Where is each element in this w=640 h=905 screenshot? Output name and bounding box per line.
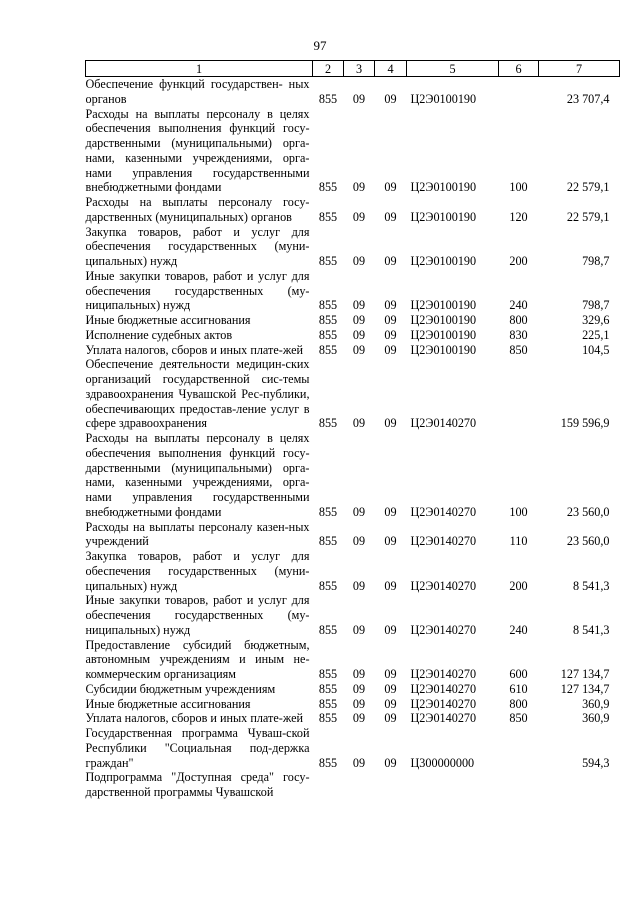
row-section-code: 09: [352, 667, 366, 681]
header-col-1: 1: [86, 61, 313, 77]
row-name: Подпрограмма "Доступная среда" госу-дарственной программы Чувашской: [85, 770, 310, 799]
row-amount: 159 596,9: [560, 416, 610, 431]
row-expense-type: [499, 77, 539, 107]
row-name: Уплата налогов, сборов и иных плате-жей: [85, 342, 304, 357]
row-ministry-code: 855: [318, 313, 338, 327]
table-row: [86, 313, 620, 328]
table-row: [86, 697, 620, 712]
row-section-code: 09: [352, 504, 366, 519]
row-subsection-code: 09: [384, 298, 397, 313]
row-ministry-code: 855: [318, 342, 338, 357]
header-row: [86, 61, 620, 77]
row-target-code: Ц2Э0100190: [410, 298, 477, 313]
row-subsection-code: 09: [384, 711, 397, 726]
header-col-6: 6: [499, 61, 539, 77]
row-subsection-code: 09: [384, 622, 397, 637]
table-row: [86, 225, 620, 269]
row-amount: 8 541,3: [572, 622, 610, 637]
header-col-3: 3: [344, 61, 375, 77]
row-target-code: Ц2Э0100190: [410, 209, 477, 224]
row-subsection-code: 09: [384, 91, 397, 106]
row-expense-type: 850: [509, 342, 528, 357]
row-subsection-code: 09: [384, 578, 397, 593]
row-name: Субсидии бюджетным учреждениям: [85, 681, 276, 696]
row-target-code: Ц2Э0100190: [410, 91, 477, 106]
table-row: [86, 638, 620, 682]
row-amount: 104,5: [582, 342, 610, 357]
table-row: [86, 520, 620, 550]
row-amount: 22 579,1: [566, 180, 610, 195]
row-amount: 127 134,7: [560, 681, 610, 696]
row-ministry-code: 855: [318, 667, 338, 681]
row-expense-type: 100: [509, 180, 528, 195]
row-ministry-code: 855: [318, 534, 338, 549]
table-row: [86, 195, 620, 225]
header-col-2: 2: [313, 61, 344, 77]
row-target-code: Ц2Э0140270: [410, 534, 477, 549]
table-row: [86, 593, 620, 637]
row-subsection-code: 09: [384, 180, 397, 195]
row-ministry-code: 855: [318, 254, 338, 268]
row-target-code: Ц2Э0140270: [410, 504, 477, 519]
row-amount: 23 560,0: [566, 504, 610, 519]
row-name: Расходы на выплаты персоналу в целях обеспечения выполнения функций госу-дарственными (муниципальными) орга-нами, казенными учреждениями, орга-нами управления государственными внебюджетными фондами: [85, 431, 310, 519]
row-ministry-code: 855: [318, 298, 338, 313]
row-ministry-code: 855: [318, 504, 338, 519]
row-expense-type: 240: [509, 622, 528, 637]
header-col-7: 7: [539, 61, 620, 77]
row-section-code: 09: [352, 416, 366, 431]
row-target-code: Ц2Э0100190: [410, 254, 477, 268]
row-section-code: [344, 770, 375, 800]
row-amount: 225,1: [582, 327, 610, 342]
page-number: 97: [313, 38, 327, 53]
row-expense-type: 800: [509, 696, 528, 711]
row-target-code: Ц2Э0100190: [410, 327, 477, 342]
row-ministry-code: 855: [318, 755, 338, 770]
row-subsection-code: 09: [384, 313, 397, 327]
row-name: Иные бюджетные ассигнования: [85, 313, 251, 327]
row-ministry-code: 855: [318, 622, 338, 637]
row-target-code: [407, 770, 499, 800]
budget-table: [85, 60, 620, 800]
row-ministry-code: 855: [318, 209, 338, 224]
row-name: Обеспечение деятельности медицин-ских организаций государственной сис-темы здравоохранения Чувашской Рес-публики, обеспечивающих предостав-ление услуг в сфере здравоохранения: [85, 357, 310, 431]
row-subsection-code: 09: [384, 327, 397, 342]
table-row: [86, 682, 620, 697]
row-section-code: 09: [352, 755, 366, 770]
row-section-code: 09: [352, 254, 366, 268]
row-name: Исполнение судебных актов: [85, 327, 233, 342]
row-amount: 23 707,4: [566, 91, 610, 106]
row-amount: 360,9: [582, 711, 610, 726]
header-col-5: 5: [407, 61, 499, 77]
row-ministry-code: 855: [318, 696, 338, 711]
table-row: [86, 711, 620, 726]
row-target-code: Ц2Э0140270: [410, 711, 477, 726]
table-row: [86, 431, 620, 520]
row-name: Иные закупки товаров, работ и услуг для обеспечения государственных (му-ниципальных) нужд: [85, 268, 310, 313]
table-row: [86, 77, 620, 107]
row-subsection-code: 09: [384, 342, 397, 357]
row-name: Расходы на выплаты персоналу в целях обеспечения выполнения функций госу-дарственными (муниципальными) орга-нами, казенными учреждениями, орга-нами управления государственными внебюджетными фондами: [85, 106, 310, 195]
row-amount: 23 560,0: [566, 534, 610, 549]
table-row: [86, 357, 620, 431]
table-row: [86, 549, 620, 593]
row-amount: 22 579,1: [566, 209, 610, 224]
row-amount: 798,7: [582, 298, 610, 313]
row-expense-type: 610: [509, 681, 528, 696]
row-subsection-code: 09: [384, 755, 397, 770]
row-subsection-code: 09: [384, 209, 397, 224]
row-expense-type: 200: [509, 254, 528, 268]
row-section-code: 09: [352, 91, 366, 106]
row-ministry-code: 855: [318, 578, 338, 593]
row-expense-type: 100: [509, 504, 528, 519]
row-name: Иные бюджетные ассигнования: [85, 696, 251, 711]
row-subsection-code: [375, 770, 407, 800]
header-col-4: 4: [375, 61, 407, 77]
row-section-code: 09: [352, 313, 366, 327]
row-amount: 127 134,7: [560, 667, 610, 681]
row-expense-type: 830: [509, 327, 528, 342]
row-target-code: Ц2Э0140270: [410, 696, 477, 711]
row-subsection-code: 09: [384, 416, 397, 431]
row-section-code: 09: [352, 696, 366, 711]
row-amount: 798,7: [582, 254, 610, 268]
row-ministry-code: 855: [318, 327, 338, 342]
row-target-code: Ц2Э0100190: [410, 342, 477, 357]
row-amount: [539, 770, 620, 800]
row-ministry-code: 855: [318, 180, 338, 195]
row-target-code: Ц2Э0100190: [410, 313, 477, 327]
table-row: [86, 726, 620, 770]
row-expense-type: [499, 770, 539, 800]
row-subsection-code: 09: [384, 254, 397, 268]
table-body: [86, 77, 620, 800]
row-section-code: 09: [352, 342, 366, 357]
row-subsection-code: 09: [384, 667, 397, 681]
row-section-code: 09: [352, 180, 366, 195]
row-section-code: 09: [352, 298, 366, 313]
row-expense-type: 110: [509, 534, 528, 549]
row-expense-type: [499, 726, 539, 770]
row-name: Закупка товаров, работ и услуг для обеспечения государственных (муни-ципальных) нужд: [85, 224, 310, 268]
row-amount: 594,3: [582, 755, 610, 770]
row-ministry-code: 855: [318, 711, 338, 726]
row-name: Расходы на выплаты персоналу госу-дарственных (муниципальных) органов: [85, 195, 310, 224]
table-row: [86, 269, 620, 313]
table-row: [86, 328, 620, 343]
row-section-code: 09: [352, 622, 366, 637]
row-expense-type: 240: [509, 298, 528, 313]
row-target-code: Ц300000000: [410, 755, 475, 770]
row-section-code: 09: [352, 534, 366, 549]
row-target-code: Ц2Э0140270: [410, 578, 477, 593]
row-name: Обеспечение функций государствен- ных органов: [85, 77, 310, 106]
row-target-code: Ц2Э0140270: [410, 681, 477, 696]
row-name: Уплата налогов, сборов и иных плате-жей: [85, 711, 304, 726]
row-expense-type: 120: [509, 209, 528, 224]
row-expense-type: 600: [509, 667, 528, 681]
row-ministry-code: [313, 770, 344, 800]
row-target-code: Ц2Э0100190: [410, 180, 477, 195]
row-name: Государственная программа Чуваш-ской Республики "Социальная под-держка граждан": [85, 726, 310, 770]
row-name: Иные закупки товаров, работ и услуг для обеспечения государственных (му-ниципальных) нужд: [85, 593, 310, 637]
row-target-code: Ц2Э0140270: [410, 416, 477, 431]
row-section-code: 09: [352, 711, 366, 726]
row-section-code: 09: [352, 327, 366, 342]
row-section-code: 09: [352, 681, 366, 696]
row-subsection-code: 09: [384, 504, 397, 519]
table-row: [86, 107, 620, 196]
row-amount: 329,6: [582, 313, 610, 327]
row-amount: 8 541,3: [572, 578, 610, 593]
row-ministry-code: 855: [318, 416, 338, 431]
table-row: [86, 343, 620, 358]
row-section-code: 09: [352, 578, 366, 593]
row-name: Предоставление субсидий бюджетным, автономным учреждениям и иным не-коммерческим организациям: [85, 637, 310, 681]
row-ministry-code: 855: [318, 681, 338, 696]
row-name: Закупка товаров, работ и услуг для обеспечения государственных (муни-ципальных) нужд: [85, 549, 310, 593]
row-ministry-code: 855: [318, 91, 338, 106]
row-section-code: 09: [352, 209, 366, 224]
table-header: [86, 61, 620, 77]
table-row: [86, 770, 620, 800]
row-subsection-code: 09: [384, 534, 397, 549]
row-subsection-code: 09: [384, 696, 397, 711]
row-target-code: Ц2Э0140270: [410, 667, 477, 681]
row-subsection-code: 09: [384, 681, 397, 696]
row-expense-type: 850: [509, 711, 528, 726]
row-name: Расходы на выплаты персоналу казен-ных учреждений: [85, 519, 310, 549]
row-expense-type: 200: [509, 578, 528, 593]
row-amount: 360,9: [582, 696, 610, 711]
row-target-code: Ц2Э0140270: [410, 622, 477, 637]
row-expense-type: 800: [509, 313, 528, 327]
row-expense-type: [499, 357, 539, 431]
